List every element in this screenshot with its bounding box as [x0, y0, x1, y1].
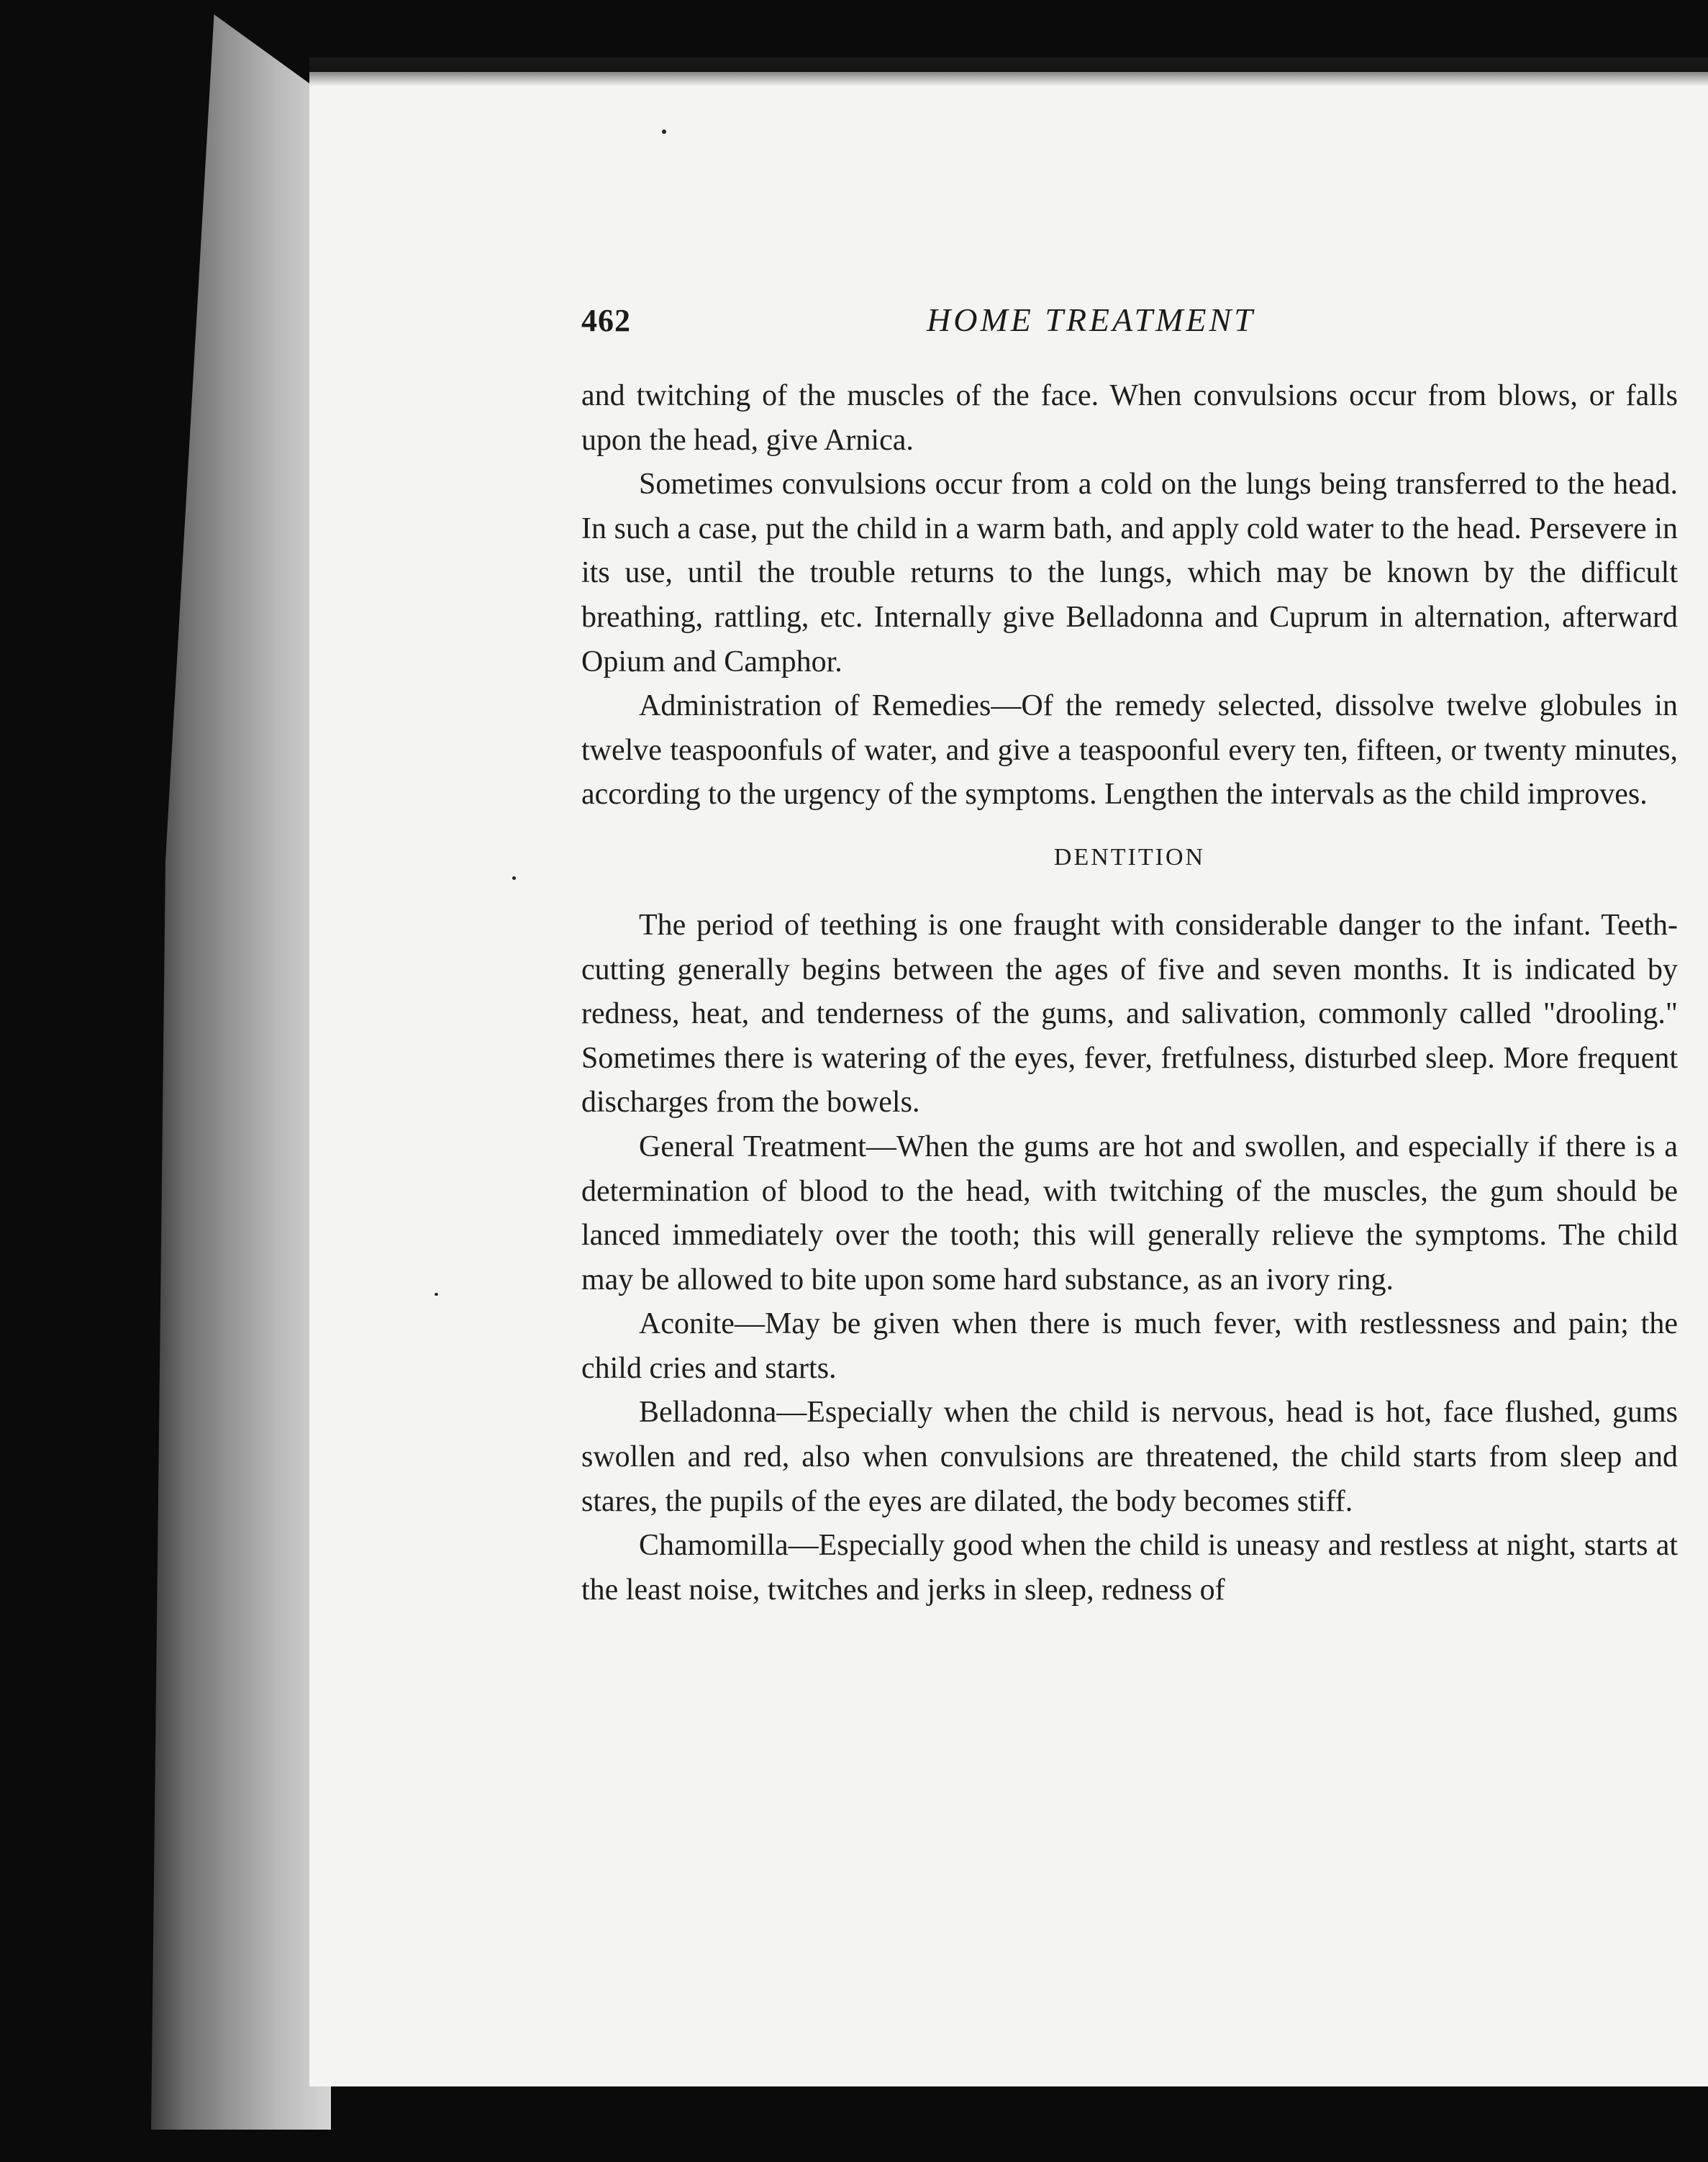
page-number: 462 [581, 303, 631, 338]
running-title: HOME TREATMENT [927, 301, 1255, 338]
paragraph: Sometimes convulsions occur from a cold on the lungs being transferred to the head. In such a case, put the child in a warm bath, and apply cold water to the head. Persevere in its use, until the trouble returns to the lungs, which may be known by the difficult breathing, rattling, etc. Internally give Belladonna and Cuprum in alternation, afterward Opium and Camphor. [581, 468, 1678, 678]
section-heading: DENTITION [1053, 843, 1206, 871]
paragraph: Belladonna—Especially when the child is nervous, head is hot, face flushed, gums swollen and red, also when convulsions are threatened, the child starts from sleep and stares, the pupils of the eyes are dilated, the body becomes stiff. [581, 1396, 1678, 1518]
paragraph: The period of teething is one fraught with considerable danger to the infant. Teeth-cutting generally begins between the ages of five and seven months. It is indicated by redness, heat, and tenderness of the gums, and salivation, commonly called "drooling." Sometimes there is watering of the eyes, fever, fretfulness, disturbed sleep. More frequent discharges from the bowels. [581, 908, 1678, 1119]
running-head [581, 302, 1704, 345]
paragraph: General Treatment—When the gums are hot and swollen, and especially if there is a determination of blood to the head, with twitching of the muscles, the gum should be lanced immediately over the tooth; this will generally relieve the symptoms. The child may be allowed to bite upon some hard substance, as an ivory ring. [581, 1130, 1678, 1296]
paragraph: Chamomilla—Especially good when the child is uneasy and restless at night, starts at the least noise, twitches and jerks in sleep, redness of [581, 1529, 1678, 1607]
paragraph: and twitching of the muscles of the face. When convulsions occur from blows, or falls upon the head, give Arnica. [581, 379, 1678, 457]
paragraph: Administration of Remedies—Of the remedy selected, dissolve twelve globules in twelve teaspoonfuls of water, and give a teaspoonful every ten, fifteen, or twenty minutes, according to the urgency of the symptoms. Lengthen the intervals as the child improves. [581, 689, 1678, 812]
paragraph: Aconite—May be given when there is much fever, with restlessness and pain; the child cries and starts. [581, 1307, 1678, 1385]
dust-speck [435, 1293, 438, 1296]
page-top-shadow [309, 58, 1708, 86]
dust-speck [512, 876, 516, 880]
book-spine-edge [151, 14, 331, 2130]
body-text [581, 374, 1678, 1612]
dust-speck [662, 130, 666, 134]
